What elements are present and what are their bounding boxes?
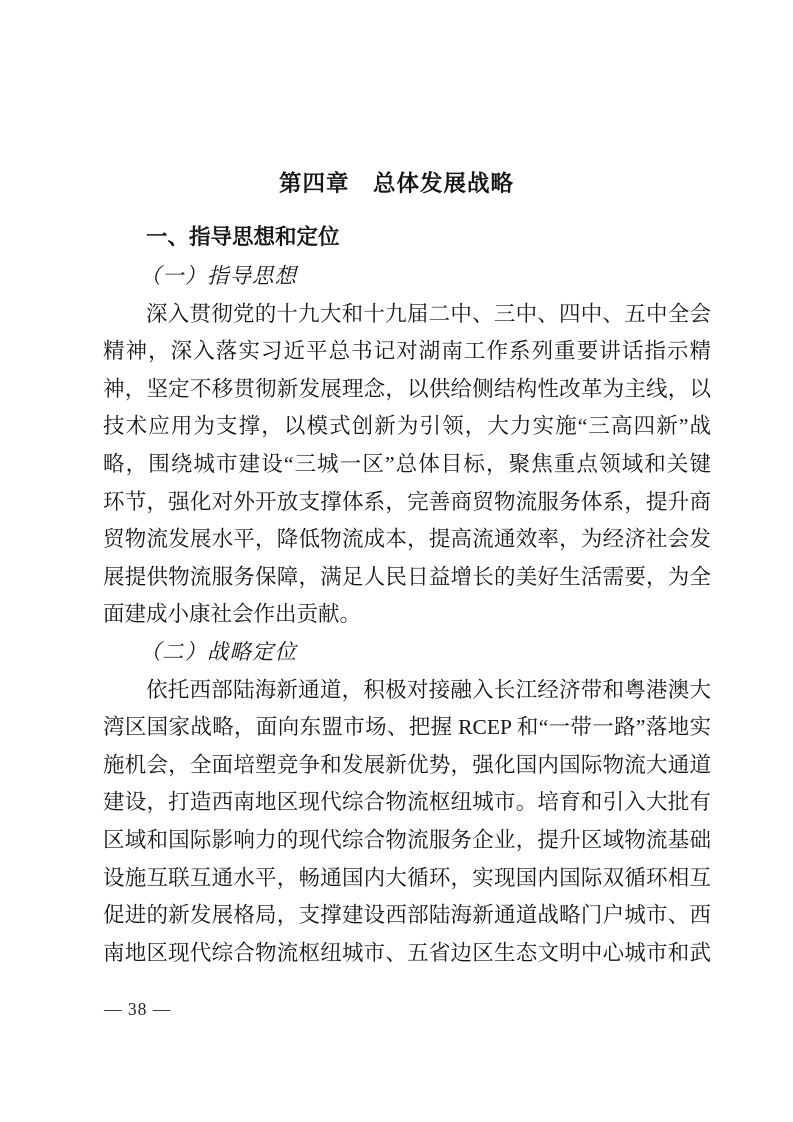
paragraph-line: 面建成小康社会作出贡献。: [103, 602, 362, 627]
page-number: — 38 —: [104, 999, 172, 1019]
paragraph-2: [103, 672, 711, 973]
section-heading: 一、指导思想和定位: [146, 225, 340, 249]
paragraph-line: 促进的新发展格局，支撑建设西部陆海新通道战略门户城市、西: [103, 903, 711, 928]
paragraph-line: 深入贯彻党的十九大和十九届二中、三中、四中、五中全会: [146, 301, 711, 326]
paragraph-line: 神，坚定不移贯彻新发展理念，以供给侧结构性改革为主线，以: [103, 376, 711, 401]
paragraph-line: 区域和国际影响力的现代综合物流服务企业，提升区域物流基础: [103, 827, 711, 852]
paragraph-line: 贸物流发展水平，降低物流成本，提高流通效率，为经济社会发: [103, 527, 711, 552]
subsection-heading-2: （二）战略定位: [139, 639, 298, 664]
paragraph-line: 设施互联互通水平，畅通国内大循环，实现国内国际双循环相互: [103, 865, 711, 890]
paragraph-line: 展提供物流服务保障，满足人民日益增长的美好生活需要，为全: [103, 564, 711, 589]
paragraph-line: 施机会，全面培塑竞争和发展新优势，强化国内国际物流大通道: [103, 752, 711, 777]
paragraph-line: 技术应用为支撑，以模式创新为引领，大力实施“三高四新”战: [103, 414, 711, 439]
paragraph-line: 湾区国家战略，面向东盟市场、把握 RCEP 和“一带一路”落地实: [103, 715, 711, 740]
paragraph-line: 环节，强化对外开放支撑体系，完善商贸物流服务体系，提升商: [103, 489, 711, 514]
paragraph-line: 略，围绕城市建设“三城一区”总体目标，聚焦重点领域和关键: [103, 451, 711, 476]
chapter-title: 第四章 总体发展战略: [278, 171, 514, 196]
paragraph-line: 依托西部陆海新通道，积极对接融入长江经济带和粤港澳大: [146, 677, 711, 702]
subsection-heading-1: （一）指导思想: [139, 264, 298, 288]
paragraph-line: 精神，深入落实习近平总书记对湖南工作系列重要讲话指示精: [103, 339, 711, 364]
paragraph-line: 建设，打造西南地区现代综合物流枢纽城市。培育和引入大批有: [103, 790, 711, 815]
paragraph-1: [103, 296, 711, 634]
paragraph-line: 南地区现代综合物流枢纽城市、五省边区生态文明中心城市和武: [103, 940, 711, 965]
document-body: [103, 258, 711, 972]
